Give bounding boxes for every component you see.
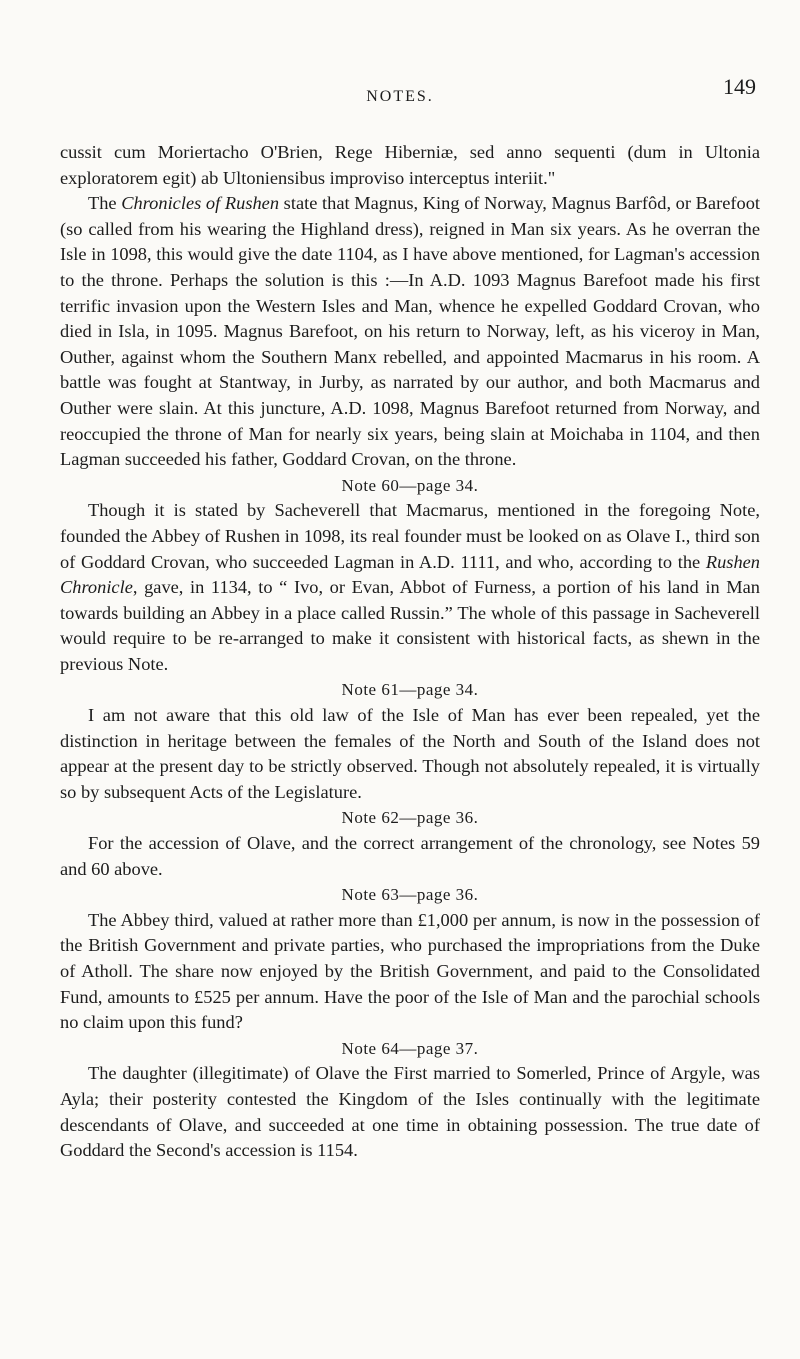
running-head	[0, 74, 800, 104]
note-heading-61: Note 61—page 34.	[341, 680, 479, 700]
text-run: The	[88, 193, 122, 214]
paragraph-note-62: For the accession of Olave, and the correct arrangement of the chronology, see Notes 59 and 60 above.	[60, 833, 760, 879]
note-heading-64: Note 64—page 37.	[341, 1038, 479, 1058]
notes-body	[60, 140, 760, 1164]
text-run: , gave, in 1134, to “ Ivo, or Evan, Abbot of Furness, a portion of his land in Man towards building an Abbey in a place called Russin.” The whole of this passage in Sacheverell would require to be re-arranged to make it consistent with historical facts, as shewn in the previous Note.	[60, 577, 760, 674]
italic-title: Chronicles of Rushen	[121, 193, 280, 214]
paragraph-note-60	[60, 498, 760, 677]
running-title: NOTES.	[366, 88, 434, 105]
paragraph-note-64: The daughter (illegitimate) of Olave the First married to Somerled, Prince of Argyle, was Ayla; their posterity contested the Kingdom of the Isles continually with the legitimate descendants of Olave, and succeeded at one time in obtaining possession. The true date of Goddard the Second's accession is 1154.	[60, 1063, 760, 1161]
text-run: Though it is stated by Sacheverell that Macmarus, mentioned in the foregoing Note, founded the Abbey of Rushen in 1098, its real founder must be looked on as Olave I., third son of Goddard Crovan, who succeeded Lagman in A.D. 1111, and who, according to the	[60, 500, 760, 572]
paragraph-chronicles	[60, 191, 760, 473]
paragraph-note-63: The Abbey third, valued at rather more than £1,000 per annum, is now in the possession of the British Government and private parties, who purchased the impropriations from the Duke of Atholl. The share now enjoyed by the British Government, and paid to the Consolidated Fund, amounts to £525 per annum. Have the poor of the Isle of Man and the parochial schools no claim upon this fund?	[60, 909, 760, 1033]
note-heading-63: Note 63—page 36.	[341, 885, 479, 905]
text-run: state that Magnus, King of Norway, Magnus Barfôd, or Barefoot (so called from his wearing the Highland dress), reigned in Man six years. As he overran the Isle in 1098, this would give the date 1104, as I have above mentioned, for Lagman's accession to the throne. Perhaps the solution is this :—In A.D. 1093 Magnus Barefoot made his first terrific invasion upon the Western Isles and Man, whence he expelled Goddard Crovan, who died in Isla, in 1095. Magnus Barefoot, on his return to Norway, left, as his viceroy in Man, Outher, against whom the Southern Manx rebelled, and appointed Macmarus in his room. A battle was fought at Stantway, in Jurby, as narrated by our author, and both Macmarus and Outher were slain. At this juncture, A.D. 1098, Magnus Barefoot returned from Norway, and reoccupied the throne of Man for nearly six years, being slain at Moichaba in 1104, and then Lagman succeeded his father, Goddard Crovan, on the throne.	[60, 193, 760, 470]
note-heading-60: Note 60—page 34.	[341, 475, 479, 495]
italic-title: Rushen Chronicle	[60, 551, 760, 598]
paragraph-continuation: cussit cum Moriertacho O'Brien, Rege Hiberniæ, sed anno sequenti (dum in Ultonia exploratorem egit) ab Ultoniensibus improviso interceptus interiit."	[60, 142, 760, 188]
note-heading-62: Note 62—page 36.	[341, 808, 479, 828]
paragraph-note-61: I am not aware that this old law of the Isle of Man has ever been repealed, yet the distinction in heritage between the females of the North and South of the Island does not appear at the present day to be strictly observed. Though not absolutely repealed, it is virtually so by subsequent Acts of the Legislature.	[60, 705, 760, 802]
page-number: 149	[723, 74, 756, 99]
